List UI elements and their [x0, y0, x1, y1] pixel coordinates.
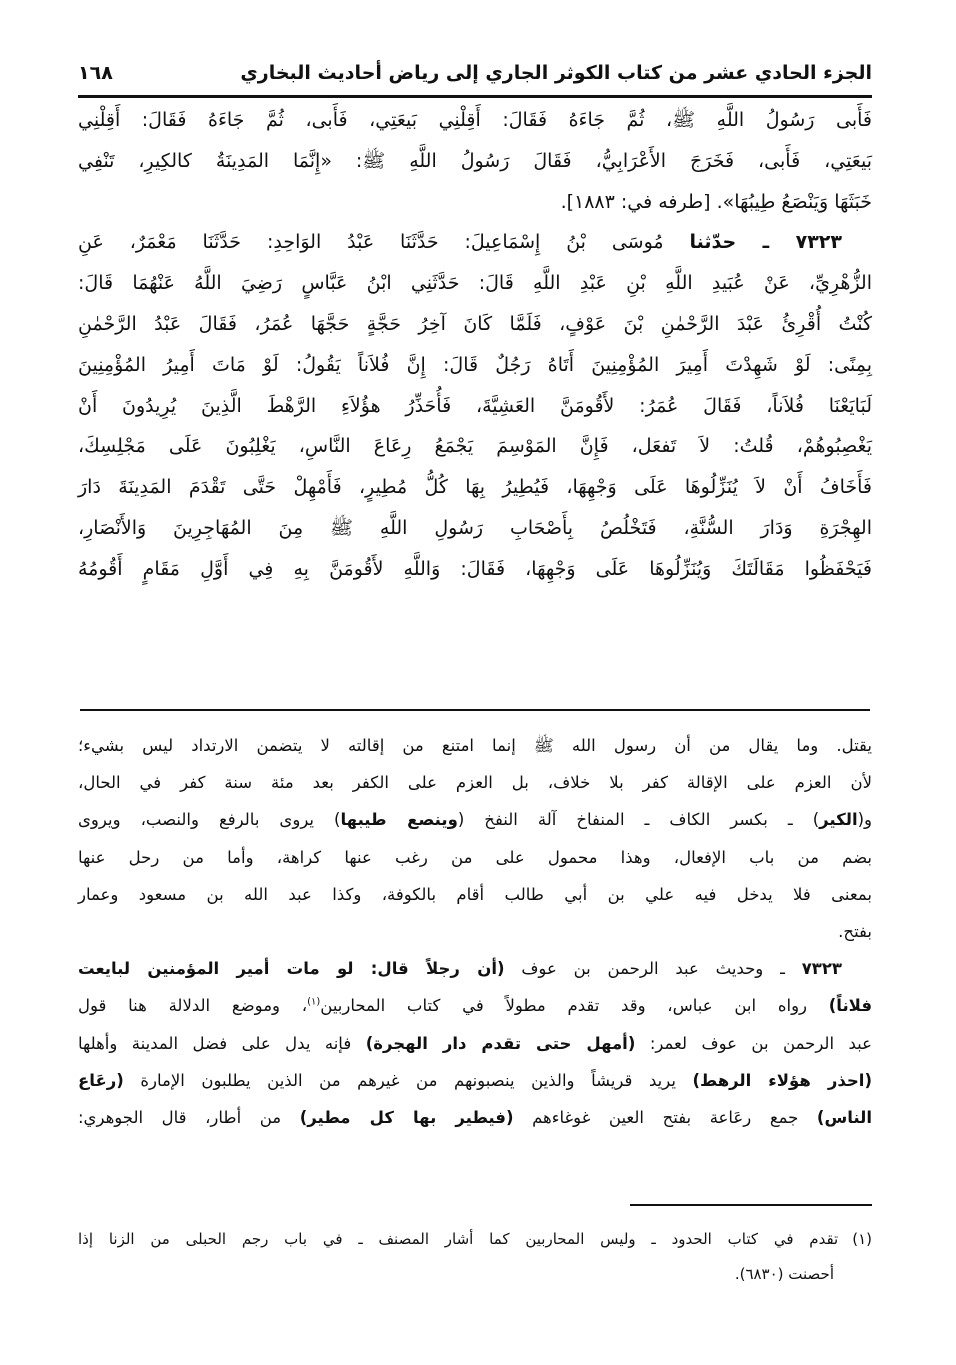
bold-term: (أمهل حتى تقدم دار الهجرة) [365, 1033, 636, 1053]
footnotes [78, 1222, 872, 1292]
text-segment: ) ـ بكسر الكاف ـ المنفاخ آلة النفخ ( [457, 810, 820, 830]
text-line: بِمِنًى: لَوْ شَهِدْتَ أَمِيرَ المُؤْمِنِينَ أَتَاهُ رَجُلٌ قَالَ: إِنَّ فُلاَناً يَقُولُ: لَوْ مَاتَ أَمِيرُ المُؤْمِنِينَ [78, 353, 872, 376]
commentary-text [78, 727, 872, 1136]
text-line: خَبَثَهَا وَيَنْصَعُ طِيبُهَا». [طرفه في: ١٨٨٣]. [560, 190, 872, 213]
text-line: لَبَايَعْنَا فُلاَناً، فَقَالَ عُمَرُ: لأَقُومَنَّ العَشِيَّةَ، فَأُحَذِّرُ هؤُلاَءِ الرَّهْطَ الَّذِينَ يُرِيدُونَ أَنْ [78, 394, 872, 417]
text-line [78, 987, 872, 1024]
text-line [78, 1099, 872, 1136]
bold-term: وينصع طيبها [340, 810, 458, 830]
text-line: بفتح. [838, 921, 872, 941]
text-segment: ) يروى بالرفع والنصب، ويروى [78, 810, 341, 830]
text-segment: فإنه يدل على فضل المدينة وأهلها [78, 1033, 366, 1053]
text-line: فَأَخَافُ أَنْ لاَ يُنَزِّلُوهَا عَلَى وَجْهِهَا، فَيُطِيرُ بِهَا كُلُّ مُطِيرٍ، فَأَمْهِلْ حَتَّى تَقْدَمَ المَدِينَةَ دَارَ [78, 476, 872, 499]
running-header [78, 58, 872, 92]
text-line [78, 222, 872, 263]
bold-term: الكير [819, 810, 858, 830]
bold-term: (أن رجلاً قال: لو مات أمير المؤمنين لبايعت [78, 959, 505, 979]
header-title: الجزء الحادي عشر من كتاب الكوثر الجاري إلى رياض أحاديث البخاري [240, 62, 872, 84]
text-segment: يريد قريشاً والذين ينصبونهم من غيرهم من الذين يطلبون الإمارة [123, 1070, 693, 1090]
text-line: الزُّهْرِيِّ، عَنْ عُبَيدِ اللَّهِ بْنِ عَبْدِ اللَّهِ قَالَ: حَدَّثَنِي ابْنُ عَبَّاسٍ رَضِيَ اللَّهُ عَنْهُمَا قَالَ: [78, 272, 872, 295]
text-line [78, 801, 872, 838]
bold-term: (رعَاع [78, 1070, 124, 1090]
footnote-text: تقدم في كتاب الحدود ـ وليس المحاربين كما أشار المصنف ـ في باب رجم الحبلى من الزنا إذا [78, 1230, 839, 1248]
footnote-line [78, 1222, 872, 1257]
hadith-text [78, 100, 872, 590]
text-segment: ، وموضع الدلالة هنا قول [78, 996, 308, 1016]
text-line [78, 950, 872, 987]
text-line [78, 1062, 872, 1099]
header-rule [78, 95, 872, 98]
text-segment: و( [857, 810, 873, 830]
text-segment: مُوسَى بْنُ إِسْمَاعِيلَ: حَدَّثَنَا عَبْدُ الوَاحِدِ: حَدَّثَنَا مَعْمَرٌ، عَنِ [78, 231, 690, 254]
bold-term: الناس) [816, 1107, 872, 1127]
text-line: يقتل. وما يقال من أن رسول الله ﷺ إنما امتنع من إقالته لا يتضمن الارتداد ليس بشيء؛ [78, 736, 872, 755]
text-line: بَيعَتِي، فَأَبى، فَخَرَجَ الأَعْرَابِيُّ، فَقَالَ رَسُولُ اللَّهِ ﷺ: «إِنَّمَا المَدِينَةُ كالكِيرِ، تَنْفِي [78, 149, 872, 172]
text-segment: رواه ابن عباس، وقد تقدم مطولاً في كتاب المحاربين [320, 996, 829, 1016]
footnote-number: (١) [852, 1230, 872, 1248]
text-line: فَأَبى رَسُولُ اللَّهِ ﷺ، ثُمَّ جَاءَهُ فَقَالَ: أَقِلْنِي بَيعَتِي، فَأَبى، ثُمَّ جَاءَهُ فَقَالَ: أَقِلْنِي [78, 109, 872, 131]
footnote-ref[interactable]: (١) [307, 996, 321, 1008]
text-segment: من أطار، قال الجوهري: [78, 1107, 300, 1127]
text-segment: عبد الرحمن بن عوف لعمر: [635, 1033, 872, 1053]
text-line: بمعنى فلا يدخل فيه علي بن أبي طالب أقام بالكوفة، وكذا عبد الله بن مسعود وعمار [78, 884, 872, 904]
footnote-rule [630, 1204, 872, 1206]
text-line: الهِجْرَةِ وَدَارَ السُّنَّةِ، فَتَخْلُصُ بِأَصْحَابِ رَسُولِ اللَّهِ ﷺ مِنَ المُهَاجِرِينَ وَالأَنْصَارِ، [78, 516, 872, 539]
text-line: يَغْصِبُوهُمْ، قُلتُ: لاَ تَفعَل، فَإِنَّ المَوْسِمَ يَجْمَعُ رِعَاعَ النَّاسِ، يَغْلِبُونَ عَلَى مَجْلِسِكَ، [78, 435, 872, 458]
hadith-number: ٧٣٢٣ [801, 959, 842, 979]
text-line [78, 1025, 872, 1062]
bold-term: (فيطير بها كل مطير) [299, 1107, 514, 1127]
footnote-line: أحصنت (٦٨٣٠). [734, 1265, 834, 1283]
text-line: فَيَحْفَظُوا مَقَالَتَكَ وَيُنَزِّلُوهَا عَلَى وَجْهِهَا، فَقَالَ: وَاللَّهِ لأَقُومَنَّ بِهِ فِي أَوَّلِ مَقَامٍ أَقُومُهُ [78, 557, 872, 580]
section-divider [80, 709, 870, 711]
text-line: لأن العزم على الإقالة كفر بلا خلاف، بل العزم على الكفر بعد مئة سنة كفر في الحال، [78, 773, 872, 793]
bold-term: فلاناً) [828, 996, 873, 1016]
text-line: بضم من باب الإفعال، وهذا محمول على من رغب عنها كراهة، وأما من رحل عنها [78, 847, 872, 867]
hadith-number: ٧٣٢٣ ـ حدّثنا [689, 231, 842, 254]
text-segment: ـ وحديث عبد الرحمن بن عوف [504, 959, 802, 979]
page-number: ١٦٨ [78, 62, 113, 84]
bold-term: (احذر هؤلاء الرهط) [692, 1070, 872, 1090]
text-segment: جمع رعَاعة بفتح العين غوغاءهم [513, 1107, 817, 1127]
text-line: كُنْتُ أُقْرِئُ عَبْدَ الرَّحْمٰنِ بْنَ عَوْفٍ، فَلَمَّا كَانَ آخِرُ حَجَّةٍ حَجَّهَا عُمَرُ، فَقَالَ عَبْدُ الرَّحْمٰنِ [78, 312, 872, 335]
